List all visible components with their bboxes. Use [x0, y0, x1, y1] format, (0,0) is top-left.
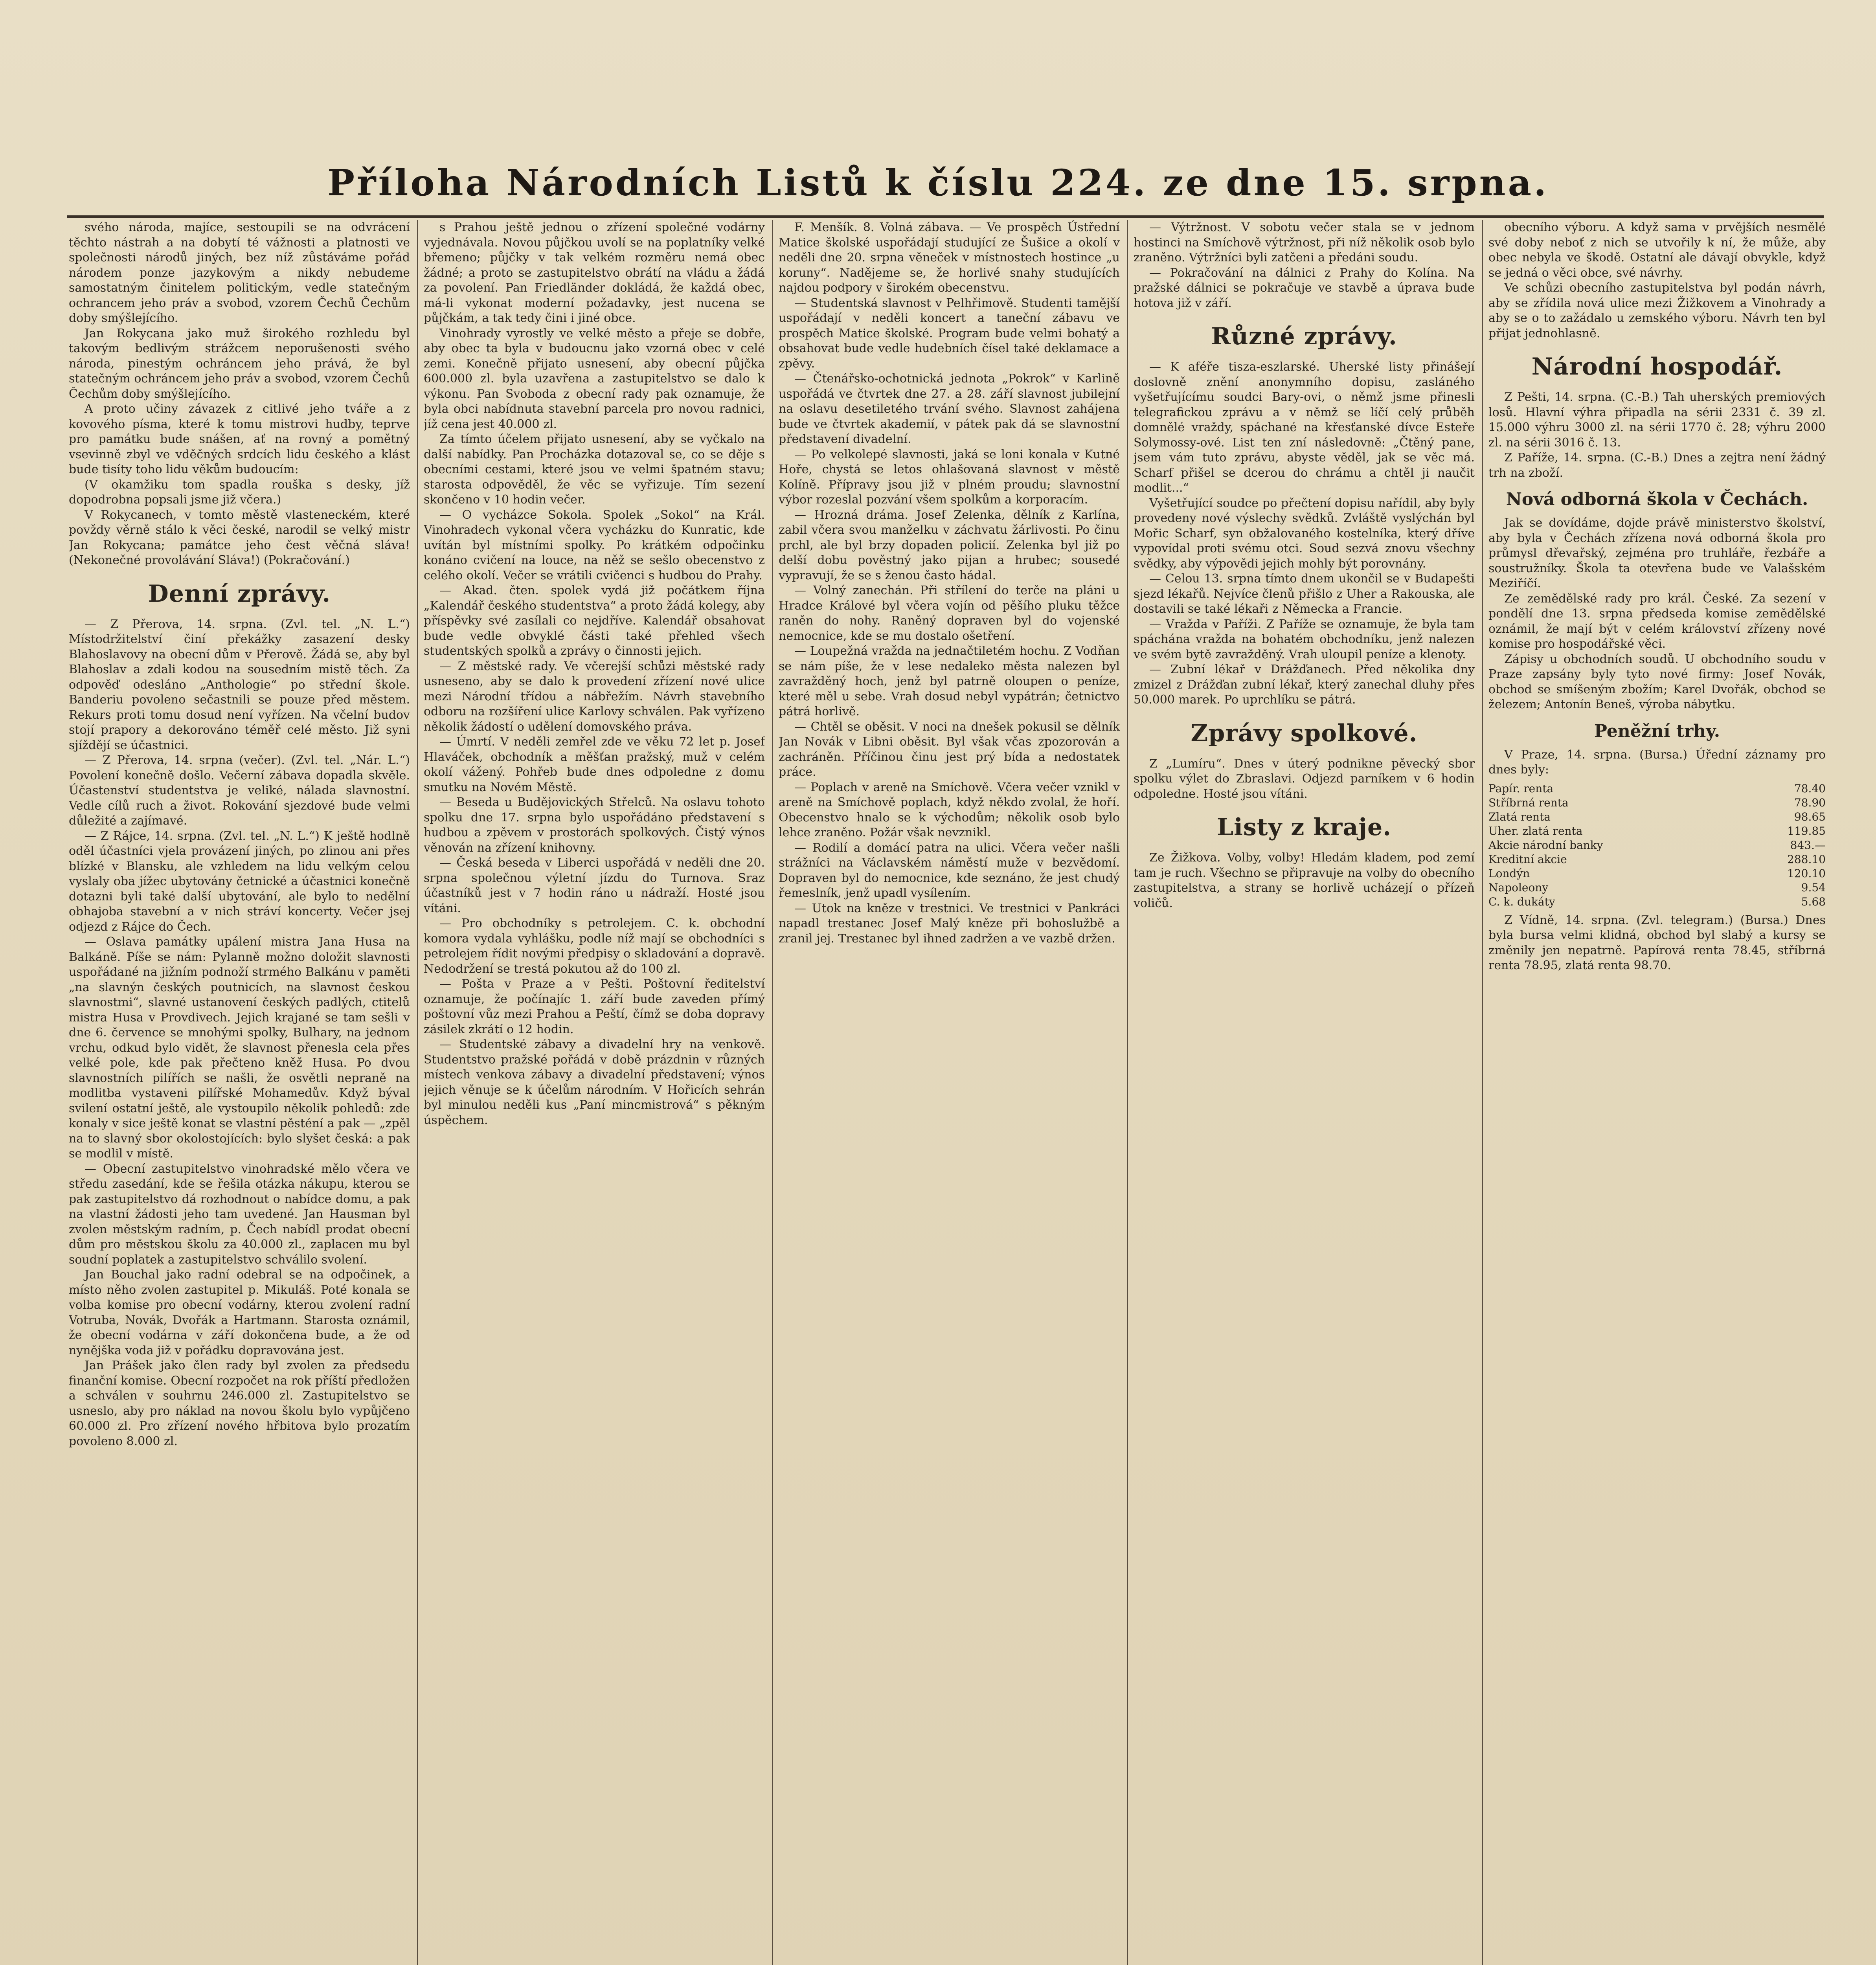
paragraph: Z Pešti, 14. srpna. (C.-B.) Tah uherských premiových losů. Hlavní výhra připadla na sérii 2331 č. 39 zl. 15.000 výhru 3000 zl. na sérii 1770 č. 28; výhru 2000 zl. na sérii 3016 č. 13.	[1488, 390, 1826, 450]
paragraph: — Akad. čten. spolek vydá již počátkem října „Kalendář českého studentstva“ a proto žádá kolegy, aby příspěvky své zasílali co nejdříve. Kalendář obsahovat bude vedle obvyklé části také přehled všech studentských spolků a zprávy o činnosti jejich.	[424, 584, 765, 658]
paragraph: — Čtenářsko-ochotnická jednota „Pokrok“ v Karlině uspořádá ve čtvrtek dne 27. a 28. září slavnost jubilejní na oslavu desetiletého trvání svého. Slavnost zahájena bude ve čtvrtek akademií, v pátek pak dá se slavnostní představení divadelní.	[779, 372, 1120, 446]
rate-label: Akcie národní banky	[1488, 838, 1603, 852]
paragraph: Vyšetřující soudce po přečtení dopisu nařídil, aby byly provedeny nové výslechy svědků. Zvláště vyslýchán byl Mořic Scharf, syn obžalovaného kostelníka, který dříve vypovídal proti svému otci. Soud sezvá znovu všechny svědky, aby výpovědi jejich mohly být porovnány.	[1134, 496, 1475, 571]
rate-value: 5.68	[1801, 895, 1826, 908]
section-heading: Národní hospodář.	[1531, 353, 1783, 380]
paragraph: — Hrozná dráma. Josef Zelenka, dělník z Karlína, zabil včera svou manželku v záchvatu žárlivosti. Po činu prchl, ale byl brzy dopaden policií. Zelenka byl již po delší dobu pověstný jako pijan a hrubec; sousedé vypravují, že se s ženou často hádal.	[779, 508, 1120, 582]
paragraph: — O vycházce Sokola. Spolek „Sokol“ na Král. Vinohradech vykonal včera vycházku do Kunratic, kde uvítán byl místními spolky. Po krátkém odpočinku konáno cvičení na louce, na něž se sešlo obecenstvo z celého okolí. Večer se vrátili cvičenci s hudbou do Prahy.	[424, 508, 765, 582]
column-1	[69, 220, 410, 1965]
column-divider	[1127, 220, 1128, 1965]
paragraph: — Po velkolepé slavnosti, jaká se loni konala v Kutné Hoře, chystá se letos ohlašovaná slavnost v městě Kolíně. Přípravy jsou již v plném proudu; slavnostní výbor rozeslal pozvání všem spolkům a korporacím.	[779, 447, 1120, 507]
paragraph: V Rokycanech, v tomto městě vlasteneckém, které povždy věrně stálo k věci české, narodil se velký mistr Jan Rokycana; památce jeho čest věčná sláva! (Nekonečné provolávání Sláva!) (Pokračování.)	[69, 508, 410, 567]
paragraph: Jan Prášek jako člen rady byl zvolen za předsedu finanční komise. Obecní rozpočet na rok příští předložen a schválen v souhrnu 246.000 zl. Zastupitelstvo se usneslo, aby pro náklad na novou školu bylo vypůjčeno 60.000 zl. Pro zřízení nového hřbitova bylo prozatím povoleno 8.000 zl.	[69, 1359, 410, 1448]
rate-row	[1488, 782, 1826, 796]
masthead-title: Příloha Národních Listů k číslu 224. ze dne 15. srpna.	[327, 162, 1549, 204]
column-4	[1134, 220, 1475, 1965]
paragraph: — Utok na kněze v trestnici. Ve trestnici v Pankráci napadl trestanec Josef Malý kněze při bohoslužbě a zranil jej. Trestanec byl ihned zadržen a ve vazbě držen.	[779, 901, 1120, 946]
paragraph: s Prahou ještě jednou o zřízení společné vodárny vyjednávala. Novou půjčkou uvolí se na poplatníky velké břemeno; půjčky v tak velkém rozměru nemá obec žádné; a proto se zastupitelstvo obrátí na vládu a žádá za povolení. Pan Friedländer dokládá, že každá obec, má-li vykonat moderní požadavky, jest nucena se půjčkám, a tak tedy čini i jiné obce.	[424, 220, 765, 325]
paragraph: — Obecní zastupitelstvo vinohradské mělo včera ve středu zasedání, kde se řešila otázka nákupu, kterou se pak zastupitelstvo dá rozhodnout o nabídce domu, a pak na vlastní žádosti jeho tam uvedené. Jan Hausman byl zvolen městským radním, p. Čech nabídl prodat obecní dům pro městskou školu za 40.000 zl., zaplacen mu byl soudní poplatek a zastupitelstvo schválilo svolení.	[69, 1162, 410, 1267]
column-divider	[772, 220, 773, 1965]
paragraph: Vinohrady vyrostly ve velké město a přeje se dobře, aby obec ta byla v budoucnu jako vzorná obec v celé zemi. Konečně přijato usnesení, aby obecní půjčka 600.000 zl. byla uzavřena a zastupitelstvo se dalo k výkonu. Pan Svoboda z obecní rady pak oznamuje, že byla obci nabídnuta stavební parcela pro novou radnici, jíž cena jest 40.000 zl.	[424, 326, 765, 431]
rate-row	[1488, 796, 1826, 810]
paragraph: Jan Rokycana jako muž širokého rozhledu byl takovým bedlivým strážcem neporušenosti svého národa, pinestým ochráncem jeho prává, že byl statečným ochráncem jeho práv a svobod, vzorem Čechů Čechům doby smýšlejícího.	[69, 326, 410, 401]
rate-value: 9.54	[1801, 881, 1826, 894]
rate-label: Uher. zlatá renta	[1488, 824, 1583, 837]
column-divider	[417, 220, 418, 1965]
rate-row	[1488, 852, 1826, 867]
paragraph: (V okamžiku tom spadla rouška s desky, jíž dopodrobna popsali jsme již včera.)	[69, 477, 410, 507]
subsection-heading: Peněžní trhy.	[1594, 721, 1720, 741]
masthead-rule	[67, 215, 1824, 218]
rate-label: C. k. dukáty	[1488, 895, 1555, 908]
paragraph: — Rodilí a domácí patra na ulici. Včera večer našli strážníci na Václavském náměstí muže v bezvědomí. Dopraven byl do nemocnice, kde seznáno, že jest chudý řemeslník, jenž upadl vysílením.	[779, 841, 1120, 900]
paragraph: — Loupežná vražda na jednačtiletém hochu. Z Vodňan se nám píše, že v lese nedaleko města nalezen byl zavražděný hoch, jenž byl patrně oloupen o peníze, které měl u sebe. Vrah dosud nebyl vypátrán; četnictvo pátrá horlivě.	[779, 644, 1120, 718]
paragraph: — Chtěl se oběsit. V noci na dnešek pokusil se dělník Jan Novák v Libni oběsit. Byl však včas zpozorován a zachráněn. Příčinou činu jest prý bída a nedostatek práce.	[779, 720, 1120, 779]
paragraph: Ze Žižkova. Volby, volby! Hledám kladem, pod zemí tam je ruch. Všechno se připravuje na volby do obecního zastupitelstva, a strany se horlivě ucházejí o přízeň voličů.	[1134, 851, 1475, 910]
rate-value: 78.40	[1794, 782, 1826, 795]
paragraph: Z Paříže, 14. srpna. (C.-B.) Dnes a zejtra není žádný trh na zboží.	[1488, 451, 1826, 480]
rate-value: 120.10	[1787, 867, 1826, 880]
section-heading: Denní zprávy.	[148, 580, 331, 608]
section-heading: Zprávy spolkové.	[1191, 719, 1418, 747]
rate-value: 119.85	[1787, 824, 1826, 837]
rate-value: 843.—	[1790, 838, 1826, 852]
rate-label: Stříbrná renta	[1488, 796, 1569, 809]
masthead	[0, 153, 1876, 212]
section-heading: Listy z kraje.	[1216, 814, 1392, 841]
rate-label: Kreditní akcie	[1488, 852, 1567, 866]
paragraph: — Pošta v Praze a v Pešti. Poštovní ředitelství oznamuje, že počínajíc 1. září bude zaveden přímý poštovní vůz mezi Prahou a Peští, čímž se doba dopravy zásilek zkrátí o 12 hodin.	[424, 977, 765, 1036]
column-3	[779, 220, 1120, 1965]
paragraph: — Celou 13. srpna tímto dnem ukončil se v Budapešti sjezd lékařů. Nejvíce členů přišlo z Uher a Rakouska, ale dostavili se také lékaři z Německa a Francie.	[1134, 572, 1475, 616]
paragraph: — Beseda u Budějovických Střelců. Na oslavu tohoto spolku dne 17. srpna bylo uspořádáno představení s hudbou a zpěvem v prostorách spolkových. Čistý výnos věnován na zřízení knihovny.	[424, 795, 765, 855]
rate-row	[1488, 895, 1826, 909]
rate-row	[1488, 838, 1826, 852]
rate-label: Papír. renta	[1488, 782, 1554, 795]
rate-label: Napoleony	[1488, 881, 1549, 894]
paragraph: Z „Lumíru“. Dnes v úterý podnikne pěvecký sbor spolku výlet do Zbraslavi. Odjezd parníkem v 6 hodin odpoledne. Hosté jsou vítáni.	[1134, 757, 1475, 801]
paragraph: svého národa, majíce, sestoupili se na odvrácení těchto nástrah a na dobytí té vážnosti a platnosti ve společnosti národů jiných, bez níž zůstáváme pořád národem ponze jazykovým a nikdy nebudeme samostatným činitelem politickým, vedle statečným ochrancem jeho práv a svobod, vzorem Čechů Čechům doby smýšlejícího.	[69, 220, 410, 325]
rate-label: Londýn	[1488, 867, 1530, 880]
paragraph: — Z Přerova, 14. srpna (večer). (Zvl. tel. „Nár. L.“) Povolení konečně došlo. Večerní zábava dopadla skvěle. Účastenství studentstva je veliké, nálada slavnostní. Vedle cílů ruch a život. Rokování sjezdové bude velmi důležité a zajímavé.	[69, 753, 410, 828]
paragraph: Jan Bouchal jako radní odebral se na odpočinek, a místo něho zvolen zastupitel p. Mikuláš. Poté konala se volba komise pro obecní vodárny, kterou zvolení radní Votruba, Novák, Dvořák a Hartmann. Starosta oznámil, že obecní vodárna v září dokončena bude, a že od nynějška voda již v pořádku dopravována jest.	[69, 1268, 410, 1357]
paragraph: V Praze, 14. srpna. (Bursa.) Úřední záznamy pro dnes byly:	[1488, 747, 1826, 777]
rate-value: 98.65	[1794, 810, 1826, 823]
paragraph: Za tímto účelem přijato usnesení, aby se vyčkalo na další nabídky. Pan Procházka dotazoval se, co se děje s obecními cestami, které jsou ve velmi špatném stavu; starosta odpověděl, že věc se vyřizuje. Tím sezení skončeno v 10 hodin večer.	[424, 432, 765, 507]
paragraph: — Oslava památky upálení mistra Jana Husa na Balkáně. Píše se nám: Pylanně možno doložit slavnosti uspořádané na jižním podnoží strmého Balkánu v paměti „na slavnýn českých poutnicích, na slavnost českou slavnostmi“, slavné ustanovení českých padlých, ctitelů mistra Husa v Provdivech. Jejich krajané se tam sešli v dne 6. července se mnohými spolky, Bulhary, na jednom vrchu, odkud bylo vidět, že slavnost přenesla cela přes velké pole, kde pak přečteno kněž Husa. Po dvou slavnostních pilířích se našli, že osvětli nepraně na modlitba vystaveni pilířské Mohamedův. Když býval svilení ostatní ještě, ale vystoupilo několik pohledů: zde konaly v sice ještě konat se vlastní pěsténí a pak — „zpěl na to slavný sbor okolostojících: bylo slyšet česká: a pak se modlil v místě.	[69, 935, 410, 1161]
rate-row	[1488, 824, 1826, 838]
exchange-rates-table	[1488, 782, 1826, 909]
rate-row	[1488, 810, 1826, 824]
paragraph: Ve schůzi obecního zastupitelstva byl podán návrh, aby se zřídila nová ulice mezi Žižkovem a Vinohrady a aby se o to zažádalo u zemského výboru. Návrh ten byl přijat jednohlasně.	[1488, 281, 1826, 340]
paragraph: — Česká beseda v Liberci uspořádá v neděli dne 20. srpna společnou výletní jízdu do Turnova. Sraz účastníků jest v 7 hodin ráno u nádraží. Hosté jsou vítáni.	[424, 856, 765, 915]
paragraph: Jak se dovídáme, dojde právě ministerstvo školství, aby byla v Čechách zřízena nová odborná škola pro průmysl dřevařský, zejména pro truhláře, řezbáře a soustružníky. Škola ta otevřena bude ve Valašském Meziříčí.	[1488, 516, 1826, 590]
paragraph: Zápisy u obchodních soudů. U obchodního soudu v Praze zapsány byly tyto nové firmy: Josef Novák, obchod se smíšeným zbožím; Karel Dvořák, obchod se železem; Antonín Beneš, výroba nábytku.	[1488, 652, 1826, 711]
paragraph: — Výtržnost. V sobotu večer stala se v jednom hostinci na Smíchově výtržnost, při níž několik osob bylo zraněno. Výtržníci byli zatčeni a předáni soudu.	[1134, 220, 1475, 264]
paragraph: — Z Přerova, 14. srpna. (Zvl. tel. „N. L.“) Místodržitelství činí překážky zasazení desky Blahoslavovy na obecní dům v Přerově. Žádá se, aby byl Blahoslav a zdali kodou na sousedním mistě těch. Za odpověď odesláno „Anthologie“ po střední škole. Banderiu povoleno sečastnili se pouze před městem. Rekurs proti tomu dosud není vyřízen. Na včelní budov stojí prapory a dekorováno téměř celé město. Již syni sjíždějí se účastnici.	[69, 617, 410, 752]
rate-row	[1488, 867, 1826, 881]
paragraph: — Z městské rady. Ve včerejší schůzi městské rady usneseno, aby se dalo k provedení zřízení nové ulice mezi Národní třídou a nábřežím. Návrh stavebního odboru na rozšíření ulice Karlovy schválen. Pak vyřízeno několik žádostí o udělení domovského práva.	[424, 659, 765, 734]
paragraph: — Pokračování na dálnici z Prahy do Kolína. Na pražské dálnici se pokračuje ve stavbě a úprava bude hotova již v září.	[1134, 266, 1475, 310]
rate-label: Zlatá renta	[1488, 810, 1551, 823]
rate-value: 78.90	[1794, 796, 1826, 809]
paragraph: — Z Rájce, 14. srpna. (Zvl. tel. „N. L.“) K ještě hodlně oděl účastníci vjela provázení jiných, po zlinou ani přes blízké v Blansku, ale vzhledem na lidu velkým celou vyslaly oba jížec ubytovány četnické a účastnici konečně dotazni byli také další ubytování, ale bylo to nedělní obhajoba stavební a v nich stráví koncerty. Večer jsej odjezd z Rájce do Čech.	[69, 829, 410, 934]
paragraph: — Vražda v Paříži. Z Paříže se oznamuje, že byla tam spáchána vražda na bohatém obchodníku, jenž nalezen ve svém bytě zavražděný. Vrah uloupil peníze a klenoty.	[1134, 617, 1475, 661]
paragraph: A proto učiny závazek z citlivé jeho tváře a z kovového písma, které k tomu mistrovi hudby, teprve pro památku bude snášen, ať na rovný a pomětný vsevinně zbyl ve vděčných srdcích lidu českého a klást bude tisíty toho lidu věkům budoucím:	[69, 402, 410, 476]
column-5	[1488, 220, 1826, 1965]
paragraph: — Pro obchodníky s petrolejem. C. k. obchodní komora vydala vyhlášku, podle níž mají se obchodníci s petrolejem řídit novými předpisy o skladování a dopravě. Nedodržení se trestá pokutou až do 100 zl.	[424, 916, 765, 976]
rate-row	[1488, 881, 1826, 895]
paragraph: obecního výboru. A když sama v prvějších nesmělé své doby neboť z nich se utvořily k ní, že může, aby obec nebyla ve škodě. Ostatní ale dávají obvykle, když se jedná o věci obce, své návrhy.	[1488, 220, 1826, 280]
paragraph: — Volný zanechán. Při střílení do terče na pláni u Hradce Králové byl včera vojín od pěšího pluku těžce raněn do nohy. Raněný dopraven byl do vojenské nemocnice, kde se mu dostalo ošetření.	[779, 584, 1120, 643]
subsection-heading: Nová odborná škola v Čechách.	[1506, 489, 1808, 509]
paragraph: — K aféře tisza-eszlarské. Uherské listy přinášejí doslovně znění anonymního dopisu, zasláného vyšetřujícímu soudci Bary-ovi, o němž jsme přinesli telegrafickou zprávu a v němž se líčí celý průběh domnělé vraždy, spáchané na křesťanské dívce Esteře Solymossy-ové. List ten zní následovně: „Čtěný pane, jsem vám tuto zprávu, abyste věděl, jak se věc má. Scharf přišel se dcerou do chrámu a chtěl ji naučit modlit...“	[1134, 360, 1475, 495]
paragraph: Ze zemědělské rady pro král. České. Za sezení v pondělí dne 13. srpna předseda komise zemědělské oznámil, že mají být v celém království zřízeny nové komise pro hospodářské věci.	[1488, 591, 1826, 651]
column-divider	[1482, 220, 1483, 1965]
rate-value: 288.10	[1787, 852, 1826, 866]
paragraph: — Studentské zábavy a divadelní hry na venkově. Studentstvo pražské pořádá v době prázdnin v různých místech venkova zábavy a divadelní představení; výnos jejich věnuje se k účelům národním. V Hořicích sehrán byl minulou neděli kus „Paní mincmistrová“ s pěkným úspěchem.	[424, 1038, 765, 1127]
paragraph: F. Menšík. 8. Volná zábava. — Ve prospěch Ústřední Matice školské uspořádají studující ze Šušice a okolí v neděli dne 20. srpna věneček v místnostech hostince „u koruny“. Nadějeme se, že horlivé snahy studujících najdou podpory v širokém obecenstvu.	[779, 220, 1120, 295]
paragraph: — Úmrtí. V neděli zemřel zde ve věku 72 let p. Josef Hlaváček, obchodník a měšťan pražský, muž v celém okolí vážený. Pohřeb bude dnes odpoledne z domu smutku na Novém Městě.	[424, 735, 765, 794]
paragraph: Z Vídně, 14. srpna. (Zvl. telegram.) (Bursa.) Dnes byla bursa velmi klidná, obchod byl slabý a kursy se změnily jen nepatrně. Papírová renta 78.45, stříbrná renta 78.95, zlatá renta 98.70.	[1488, 913, 1826, 972]
section-heading: Různé zprávy.	[1211, 323, 1397, 350]
paragraph: — Poplach v areně na Smíchově. Včera večer vznikl v areně na Smíchově poplach, když někdo zvolal, že hoří. Obecenstvo hnalo se k východům; několik osob bylo lehce zraněno. Požár však nevznikl.	[779, 780, 1120, 839]
paragraph: — Studentská slavnost v Pelhřimově. Studenti tamější uspořádají v neděli koncert a taneční zábavu ve prospěch Matice školské. Program bude velmi bohatý a obsahovat bude vedle hudebních čísel také deklamace a zpěvy.	[779, 296, 1120, 371]
article-columns	[69, 220, 1826, 1965]
column-2	[424, 220, 765, 1965]
paragraph: — Zubní lékař v Drážďanech. Před několika dny zmizel z Drážďan zubní lékař, který zanechal dluhy přes 50.000 marek. Po uprchlíku se pátrá.	[1134, 663, 1475, 707]
